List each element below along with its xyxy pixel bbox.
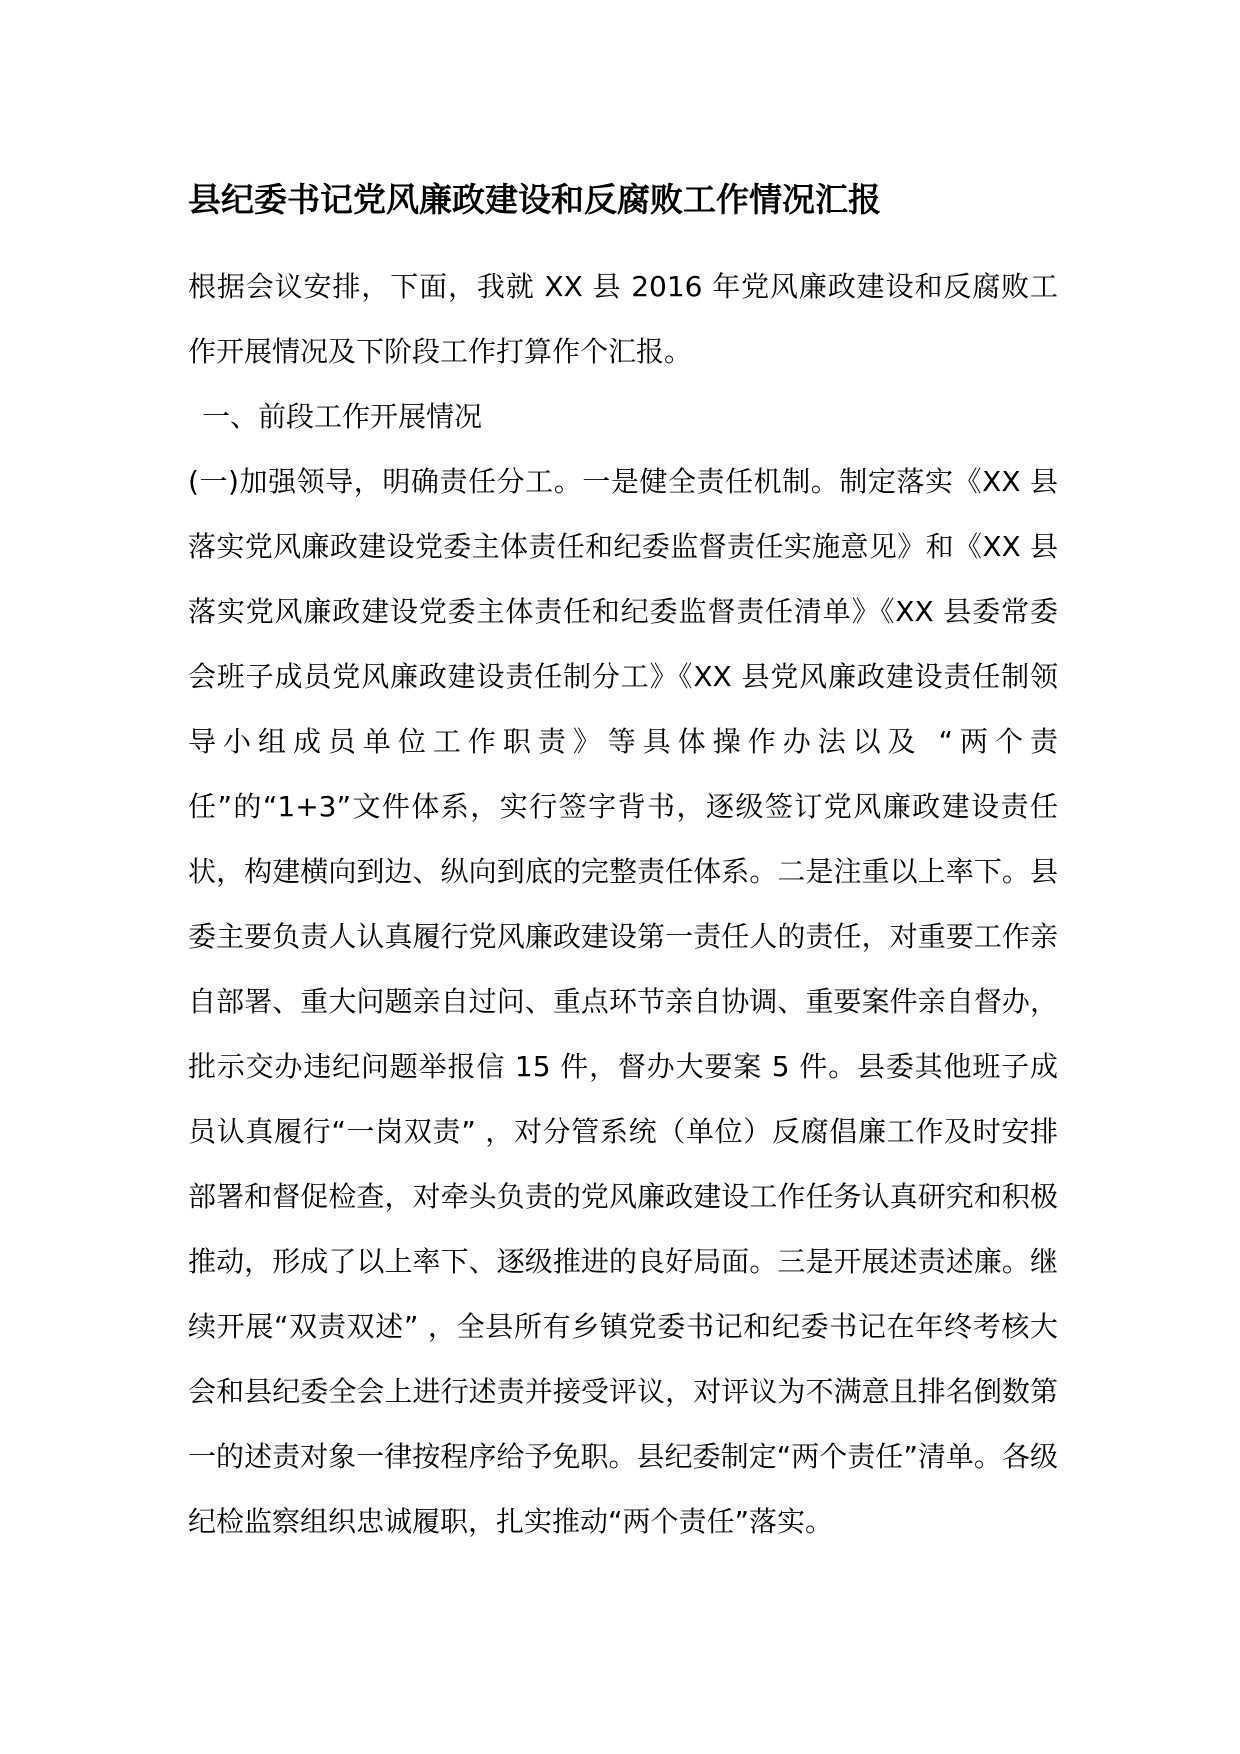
section-1-body-paragraph: (一)加强领导，明确责任分工。一是健全责任机制。制定落实《XX 县落实党风廉政建设党委主体责任和纪委监督责任实施意见》和《XX 县落实党风廉政建设党委主体责任和纪委监督责任清单》《XX 县委常委会班子成员党风廉政建设责任制分工》《XX 县党风廉政建设责任制领导小组成员单位工作职责》等具体操作办法以及 “两个责任”的“1+3”文件体系，实行签字背书，逐级签订党风廉政建设责任状，构建横向到边、纵向到底的完整责任体系。二是注重以上率下。县委主要负责人认真履行党风廉政建设第一责任人的责任，对重要工作亲自部署、重大问题亲自过问、重点环节亲自协调、重要案件亲自督办，批示交办违纪问题举报信 15 件，督办大要案 5 件。县委其他班子成员认真履行“一岗双责” ，对分管系统（单位）反腐倡廉工作及时安排部署和督促检查，对牵头负责的党风廉政建设工作任务认真研究和积极推动，形成了以上率下、逐级推进的良好局面。三是开展述责述廉。继续开展“双责双述” ，全县所有乡镇党委书记和纪委书记在年终考核大会和县纪委全会上进行述责并接受评议，对评议为不满意且排名倒数第一的述责对象一律按程序给予免职。县纪委制定“两个责任”清单。各级纪检监察组织忠诚履职，扎实推动“两个责任”落实。 (188, 465, 1058, 1538)
section-heading-1: 一、前段工作开展情况 (202, 400, 483, 433)
document-content (188, 168, 1058, 1554)
intro-paragraph: 根据会议安排，下面，我就 XX 县 2016 年党风廉政建设和反腐败工作开展情况及下阶段工作打算作个汇报。 (188, 270, 1058, 368)
document-title: 县纪委书记党风廉政建设和反腐败工作情况汇报 (188, 180, 881, 219)
